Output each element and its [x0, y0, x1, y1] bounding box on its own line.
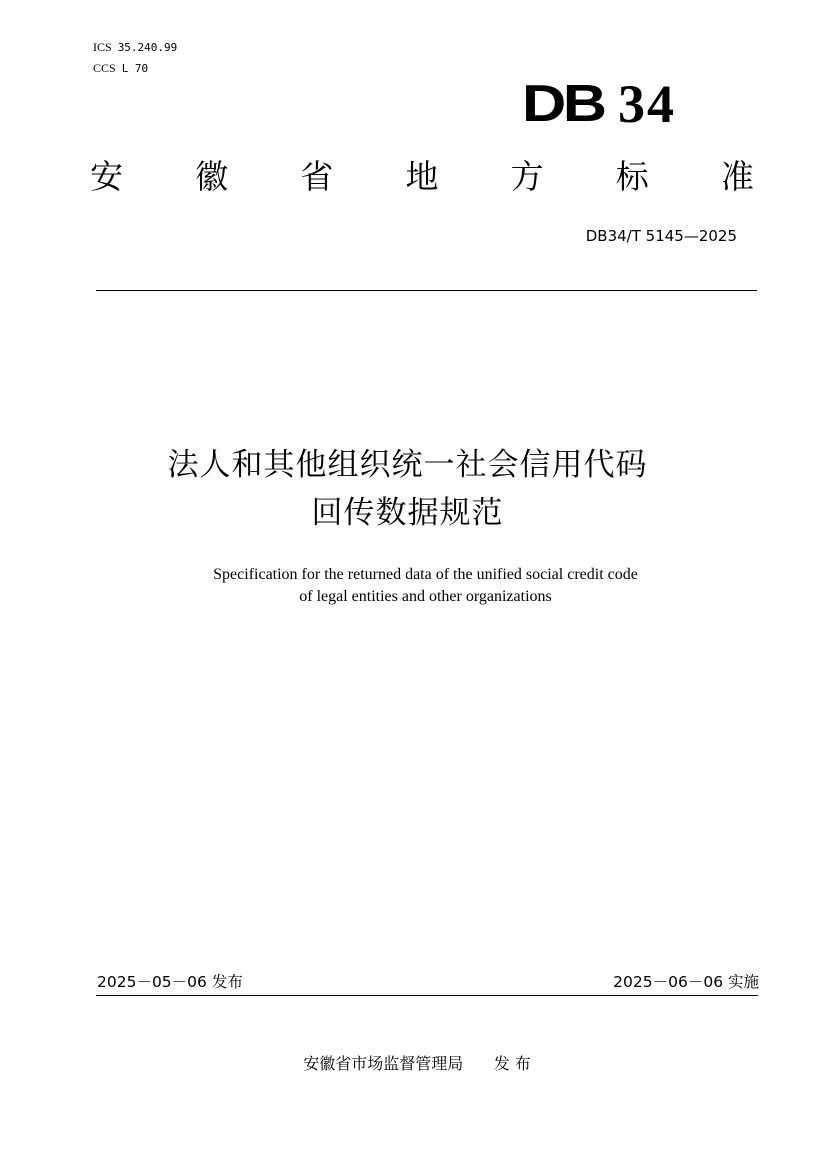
category-char: 省 [300, 157, 334, 196]
category-char: 标 [615, 157, 649, 196]
ccs-label: CCS [93, 61, 116, 75]
publisher-action: 发 布 [493, 1054, 531, 1073]
brand-prefix: DB [522, 75, 604, 133]
ics-classification [93, 40, 177, 55]
ics-label: ICS [93, 40, 112, 54]
issue-date: 2025－05－06 发布 [97, 973, 243, 991]
standard-number: DB34/T 5145—2025 [585, 227, 737, 245]
category-char: 安 [90, 157, 123, 196]
footer-divider [96, 995, 758, 996]
header-divider [96, 290, 757, 291]
category-char: 准 [720, 157, 754, 196]
title-cn-line2: 回传数据规范 [311, 495, 504, 531]
brand-number: 34 [618, 74, 676, 134]
ccs-code: L 70 [121, 62, 149, 75]
category-char: 徽 [195, 157, 229, 196]
category-char: 地 [405, 157, 439, 196]
implementation-date: 2025－06－06 实施 [613, 973, 759, 991]
title-en-line1: Specification for the returned data of the unified social credit code [213, 566, 638, 583]
db34-logo [522, 76, 676, 132]
publisher [0, 1053, 815, 1075]
title-en-line2: of legal entities and other organizations [299, 588, 552, 605]
ccs-classification [93, 61, 148, 76]
publisher-name: 安徽省市场监督管理局 [303, 1054, 464, 1073]
ics-code: 35.240.99 [117, 41, 178, 54]
standard-category-title [90, 154, 754, 200]
category-char: 方 [510, 157, 544, 196]
title-cn-line1: 法人和其他组织统一社会信用代码 [167, 447, 648, 483]
